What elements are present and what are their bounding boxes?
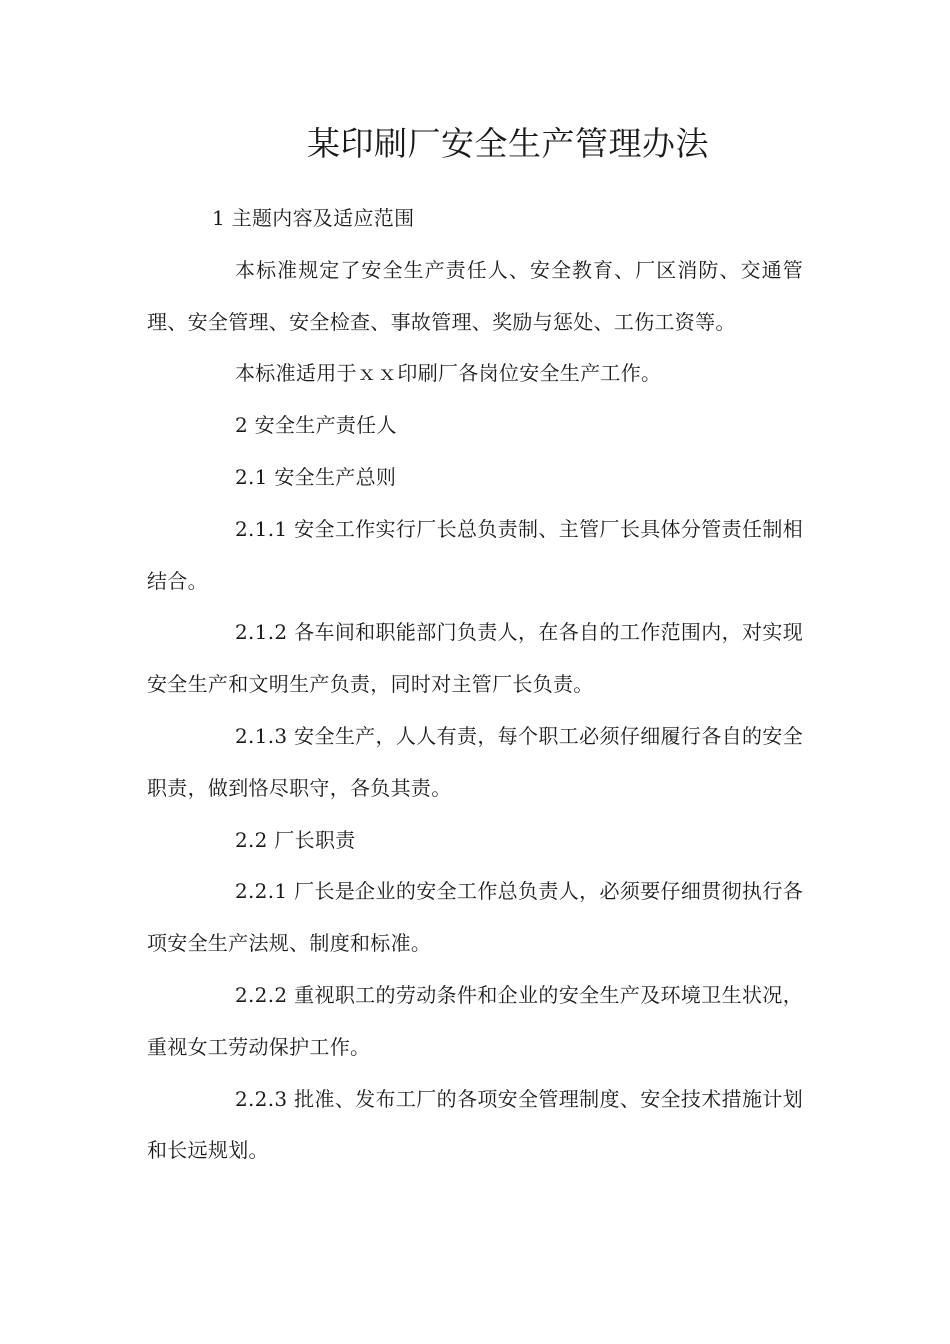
clause-2-2-3: 2.2.3 批准、发布工厂的各项安全管理制度、安全技术措施计划和长远规划。 <box>147 1086 803 1163</box>
paragraph-scope: 本标准规定了安全生产责任人、安全教育、厂区消防、交通管理、安全管理、安全检查、事故管理、奖励与惩处、工伤工资等。 <box>147 257 803 334</box>
clause-2-1-1: 2.1.1 安全工作实行厂长总负责制、主管厂长具体分管责任制相结合。 <box>147 516 803 593</box>
clause-2-2-1: 2.2.1 厂长是企业的安全工作总负责人，必须要仔细贯彻执行各项安全生产法规、制度和标准。 <box>147 879 803 956</box>
clause-2-1-3: 2.1.3 安全生产，人人有责，每个职工必须仔细履行各自的安全职责，做到恪尽职守，各负其责。 <box>147 723 803 800</box>
subsection-heading-2-2: 2.2 厂长职责 <box>235 827 356 852</box>
paragraph-applicability: 本标准适用于ｘｘ印刷厂各岗位安全生产工作。 <box>235 361 662 386</box>
document-body <box>147 193 803 1177</box>
section-heading-2: 2 安全生产责任人 <box>235 413 397 438</box>
clause-2-1-2: 2.1.2 各车间和职能部门负责人，在各自的工作范围内，对实现安全生产和文明生产负责，同时对主管厂长负责。 <box>147 620 803 697</box>
document-title: 某印刷厂安全生产管理办法 <box>307 124 709 163</box>
subsection-heading-2-1: 2.1 安全生产总则 <box>235 464 397 489</box>
section-heading-1: 1 主题内容及适应范围 <box>212 206 415 230</box>
clause-2-2-2: 2.2.2 重视职工的劳动条件和企业的安全生产及环境卫生状况，重视女工劳动保护工作。 <box>147 982 803 1059</box>
